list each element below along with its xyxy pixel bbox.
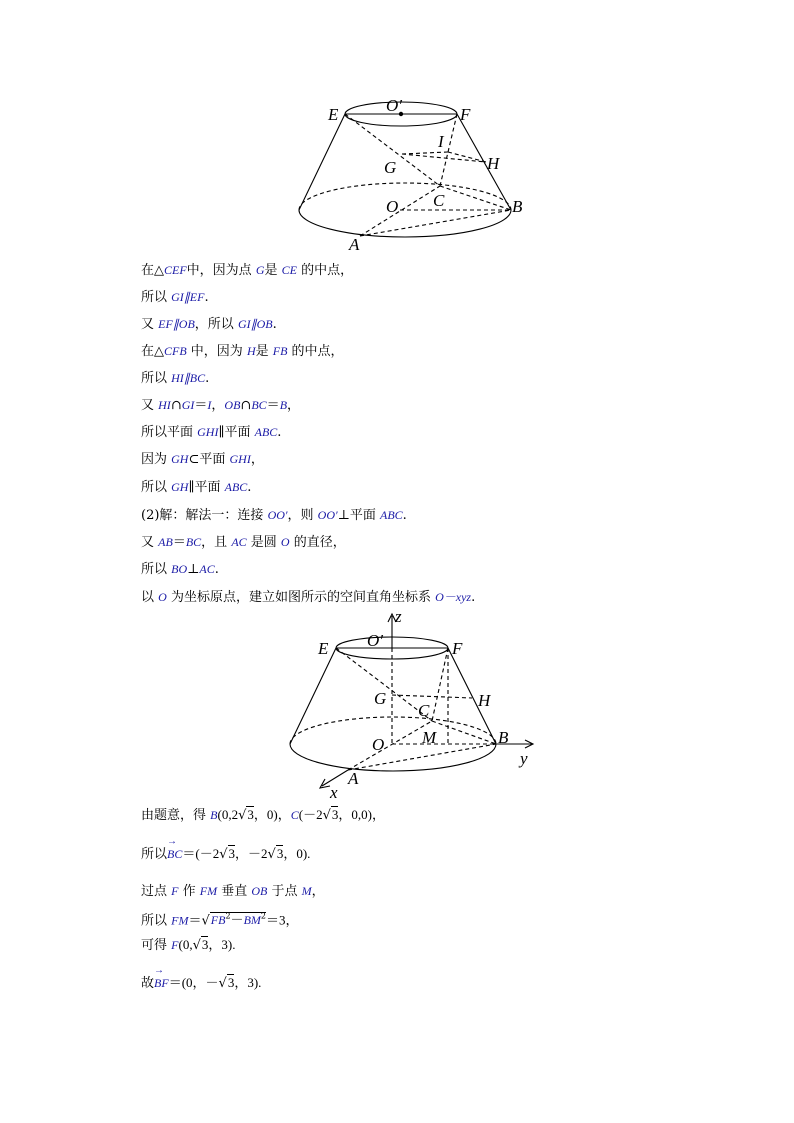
segment-ea: [290, 648, 336, 744]
segment-ab: [348, 744, 496, 770]
segment-ab: [360, 210, 511, 236]
label-b: B: [498, 728, 509, 747]
frustum-diagram-2: [282, 606, 542, 800]
text-line-3: 又 EF∥OB，所以 GI∥OB.: [141, 317, 277, 332]
label-y: y: [520, 749, 528, 768]
label-z: z: [395, 607, 402, 626]
text-line-10: (2)解：解法一：连接 OO′，则 OO′⊥平面 ABC.: [141, 508, 407, 523]
label-o1: O′: [386, 96, 402, 115]
text-line-16: 过点 F 作 FM 垂直 OB 于点 M，: [141, 884, 325, 899]
segment-gh: [392, 695, 472, 698]
label-h: H: [487, 154, 500, 173]
bottom-ellipse-back: [290, 717, 496, 744]
text-line-9: 所以 GH∥平面 ABC.: [141, 480, 252, 495]
label-f: F: [460, 105, 471, 124]
text-line-12: 所以 BO⊥AC.: [141, 562, 219, 577]
text-line-18: 可得 F(0,√3，3).: [141, 937, 236, 953]
text-line-14: 由题意，得 B(0,2√3，0)，C(－2√3，0,0)，: [141, 807, 385, 823]
segment-gh: [402, 154, 486, 162]
label-g: G: [384, 158, 397, 177]
x-axis-arrow: [320, 779, 330, 788]
text-line-13: 以 O 为坐标原点，建立如图所示的空间直角坐标系 O－xyz.: [141, 590, 476, 605]
text-line-15: 所以→ BC＝(－2√3，－2√3，0).: [141, 845, 310, 864]
label-b: B: [512, 197, 523, 216]
label-g: G: [374, 689, 387, 708]
label-o: O: [386, 197, 399, 216]
text-line-19: 故→ BF＝(0，－√3，3).: [141, 974, 261, 993]
segment-ac: [360, 186, 440, 236]
figure-frustum-2: [282, 606, 542, 800]
label-a: A: [348, 769, 359, 788]
segment-fc: [432, 648, 448, 721]
text-line-4: 在△CFB 中，因为 H是 FB 的中点，: [141, 344, 344, 359]
label-c: C: [418, 701, 430, 720]
label-h: H: [478, 691, 491, 710]
vector-bc: → BC: [167, 845, 182, 863]
label-f: F: [452, 639, 463, 658]
text-line-1: 在△CEF中，因为点 G是 CE 的中点，: [141, 263, 354, 278]
frustum-diagram-1: [290, 90, 530, 255]
text-line-2: 所以 GI∥EF.: [141, 290, 209, 305]
label-x: x: [330, 783, 338, 800]
segment-gi: [402, 152, 448, 154]
label-o1: O′: [367, 631, 383, 650]
bottom-ellipse-front: [290, 744, 496, 771]
label-a: A: [349, 235, 360, 254]
text-line-11: 又 AB＝BC，且 AC 是圆 O 的直径，: [141, 535, 346, 550]
label-o: O: [372, 735, 385, 754]
label-e: E: [318, 639, 329, 658]
segment-ea: [299, 114, 345, 210]
bottom-ellipse-back: [299, 183, 511, 210]
text-line-7: 所以平面 GHI∥平面 ABC.: [141, 425, 282, 440]
bottom-ellipse-front: [299, 210, 511, 237]
label-m: M: [422, 728, 437, 747]
label-c: C: [433, 191, 445, 210]
vector-bf: → BF: [154, 974, 169, 992]
text-line-5: 所以 HI∥BC.: [141, 371, 210, 386]
label-e: E: [328, 105, 339, 124]
text-line-17: 所以 $FM=√FB^2-BM^2=3$，: [141, 912, 299, 929]
label-i: I: [438, 132, 444, 151]
text-line-6: 又 HI∩GI＝I，OB∩BC＝B，: [141, 398, 301, 413]
figure-frustum-1: [290, 90, 530, 255]
text-line-8: 因为 GH⊂平面 GHI，: [141, 452, 264, 467]
